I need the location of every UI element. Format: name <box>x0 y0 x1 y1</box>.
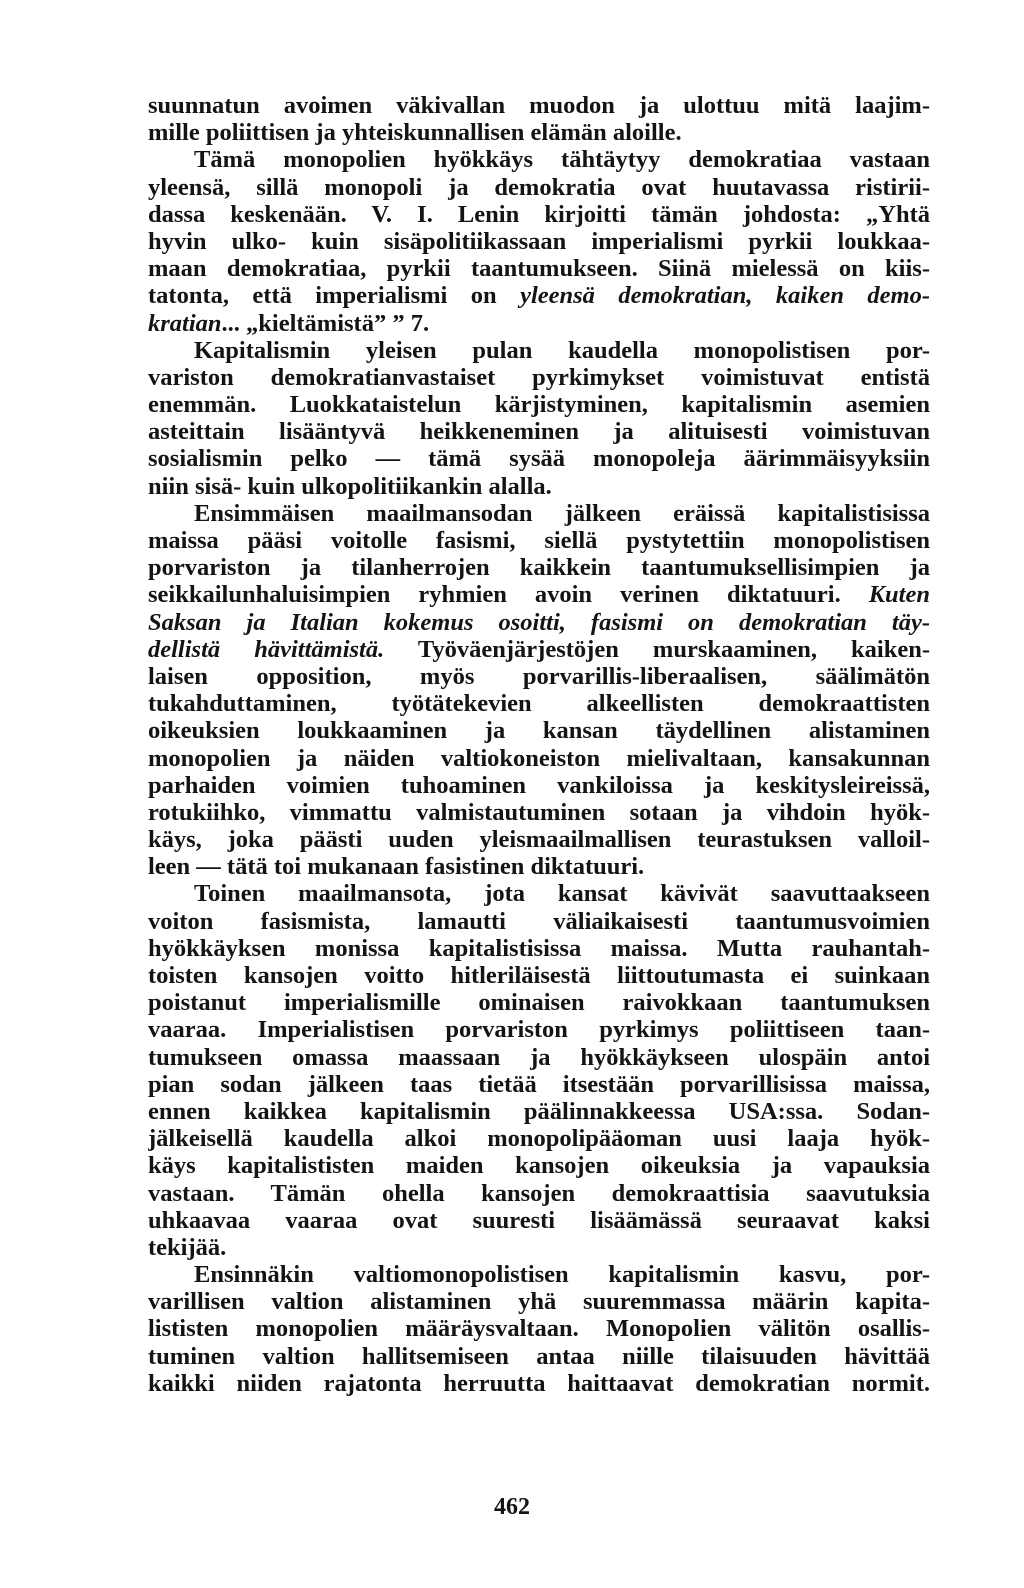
paragraph <box>148 146 930 336</box>
text-line: tumukseen omassa maassaan ja hyökkäykseen ulospäin antoi <box>148 1043 930 1071</box>
text-line: Kapitalismin yleisen pulan kaudella monopolistisen por- <box>194 336 930 364</box>
text-line: sosialismin pelko — tämä sysää monopoleja äärimmäisyyksiin <box>148 445 930 473</box>
text-line: pian sodan jälkeen taas tietää itsestään porvarillisissa maissa, <box>148 1070 930 1098</box>
text-line: vastaan. Tämän ohella kansojen demokraattisia saavutuksia <box>148 1179 930 1207</box>
text-line: mille poliittisen ja yhteiskunnallisen elämän aloille. <box>148 119 682 147</box>
text-line: niin sisä- kuin ulkopolitiikankin alalla. <box>148 472 552 500</box>
text-line: Toinen maailmansota, jota kansat kävivät saavuttaakseen <box>194 880 930 908</box>
text-line: tukahduttaminen, työtätekevien alkeellisten demokraattisten <box>148 690 930 718</box>
text-line: hyvin ulko- kuin sisäpolitiikassaan imperialismi pyrkii loukkaa- <box>148 227 930 255</box>
text-line: käys, joka päästi uuden yleismaailmallisen teurastuksen valloil- <box>148 826 930 854</box>
text-line: kaikki niiden rajatonta herruutta haittaavat demokratian normit. <box>148 1369 930 1397</box>
text-line: tekijää. <box>148 1233 227 1261</box>
text-line: varillisen valtion alistaminen yhä suuremmassa määrin kapita- <box>148 1288 930 1316</box>
text-line: oikeuksien loukkaaminen ja kansan täydellinen alistaminen <box>148 717 930 745</box>
text-line: ennen kaikkea kapitalismin päälinnakkeessa USA:ssa. Sodan- <box>148 1097 930 1125</box>
paragraph <box>148 500 930 881</box>
book-page-text <box>148 92 930 1397</box>
text-line: käys kapitalististen maiden kansojen oikeuksia ja vapauksia <box>148 1152 930 1180</box>
text-run: seikkailunhaluisimpien ryhmien avoin verinen diktatuuri. <box>148 581 869 609</box>
text-line: enemmän. Luokkataistelun kärjistyminen, kapitalismin asemien <box>148 391 930 419</box>
text-line: yleensä, sillä monopoli ja demokratia ovat huutavassa ristirii- <box>148 173 930 201</box>
text-line: variston demokratianvastaiset pyrkimykset voimistuvat entistä <box>148 363 930 391</box>
text-line: porvariston ja tilanherrojen kaikkein taantumuksellisimpien ja <box>148 554 930 582</box>
text-line: poistanut imperialismille ominaisen raivokkaan taantumuksen <box>148 989 930 1017</box>
paragraph <box>148 337 930 500</box>
italic-emphasis: kratian <box>148 309 222 337</box>
text-line: Tämä monopolien hyökkäys tähtäytyy demokratiaa vastaan <box>194 146 930 174</box>
text-line: Ensimmäisen maailmansodan jälkeen eräissä kapitalistisissa <box>194 499 930 527</box>
text-line: tuminen valtion hallitsemiseen antaa niille tilaisuuden hävittää <box>148 1342 930 1370</box>
italic-emphasis: dellistä hävittämistä. <box>148 635 385 663</box>
text-line: rotukiihko, vimmattu valmistautuminen sotaan ja vihdoin hyök- <box>148 798 930 826</box>
paragraph <box>148 1261 930 1397</box>
text-line <box>148 636 930 663</box>
text-line: asteittain lisääntyvä heikkeneminen ja alituisesti voimistuvan <box>148 418 930 446</box>
text-line: voiton fasismista, lamautti väliaikaisesti taantumusvoimien <box>148 907 930 935</box>
text-line: uhkaavaa vaaraa ovat suuresti lisäämässä seuraavat kaksi <box>148 1206 930 1234</box>
text-run: ... „kieltämistä” ” 7. <box>221 309 430 337</box>
italic-emphasis: yleensä demokratian, kaiken demo- <box>520 282 930 310</box>
text-line: jälkeisellä kaudella alkoi monopolipääoman uusi laaja hyök- <box>148 1125 930 1153</box>
text-line: maissa pääsi voitolle fasismi, siellä pystytettiin monopolistisen <box>148 527 930 554</box>
text-line: hyökkäyksen monissa kapitalistisissa maissa. Mutta rauhantah- <box>148 934 930 962</box>
text-line: dassa keskenään. V. I. Lenin kirjoitti tämän johdosta: „Yhtä <box>148 200 930 228</box>
text-line: leen — tätä toi mukanaan fasistinen diktatuuri. <box>148 853 645 881</box>
text-line: toisten kansojen voitto hitleriläisestä liittoutumasta ei suinkaan <box>148 962 930 989</box>
paragraph <box>148 880 930 1261</box>
paragraph <box>148 92 930 146</box>
text-line: vaaraa. Imperialistisen porvariston pyrkimys poliittiseen taan- <box>148 1016 930 1044</box>
text-line: Ensinnäkin valtiomonopolistisen kapitalismin kasvu, por- <box>194 1261 930 1289</box>
italic-emphasis: Kuten <box>868 581 930 609</box>
text-line <box>148 282 930 309</box>
text-run: Työväenjärjestöjen murskaaminen, kaiken- <box>384 635 930 663</box>
text-line: suunnatun avoimen väkivallan muodon ja ulottuu mitä laajim- <box>148 92 930 119</box>
text-line: monopolien ja näiden valtiokoneiston mielivaltaan, kansakunnan <box>148 744 930 772</box>
text-line <box>148 581 930 608</box>
text-line <box>148 310 930 337</box>
text-line: laisen opposition, myös porvarillis-liberaalisen, säälimätön <box>148 662 930 690</box>
text-line <box>148 609 930 636</box>
italic-emphasis: Saksan ja Italian kokemus osoitti, fasismi on demokratian täy- <box>148 608 930 636</box>
text-run: tatonta, että imperialismi on <box>148 282 521 310</box>
text-line: lististen monopolien määräysvaltaan. Monopolien välitön osallis- <box>148 1315 930 1343</box>
page-number: 462 <box>494 1494 530 1520</box>
text-line: parhaiden voimien tuhoaminen vankiloissa ja keskitysleireissä, <box>148 771 930 799</box>
text-line: maan demokratiaa, pyrkii taantumukseen. Siinä mielessä on kiis- <box>148 255 930 283</box>
